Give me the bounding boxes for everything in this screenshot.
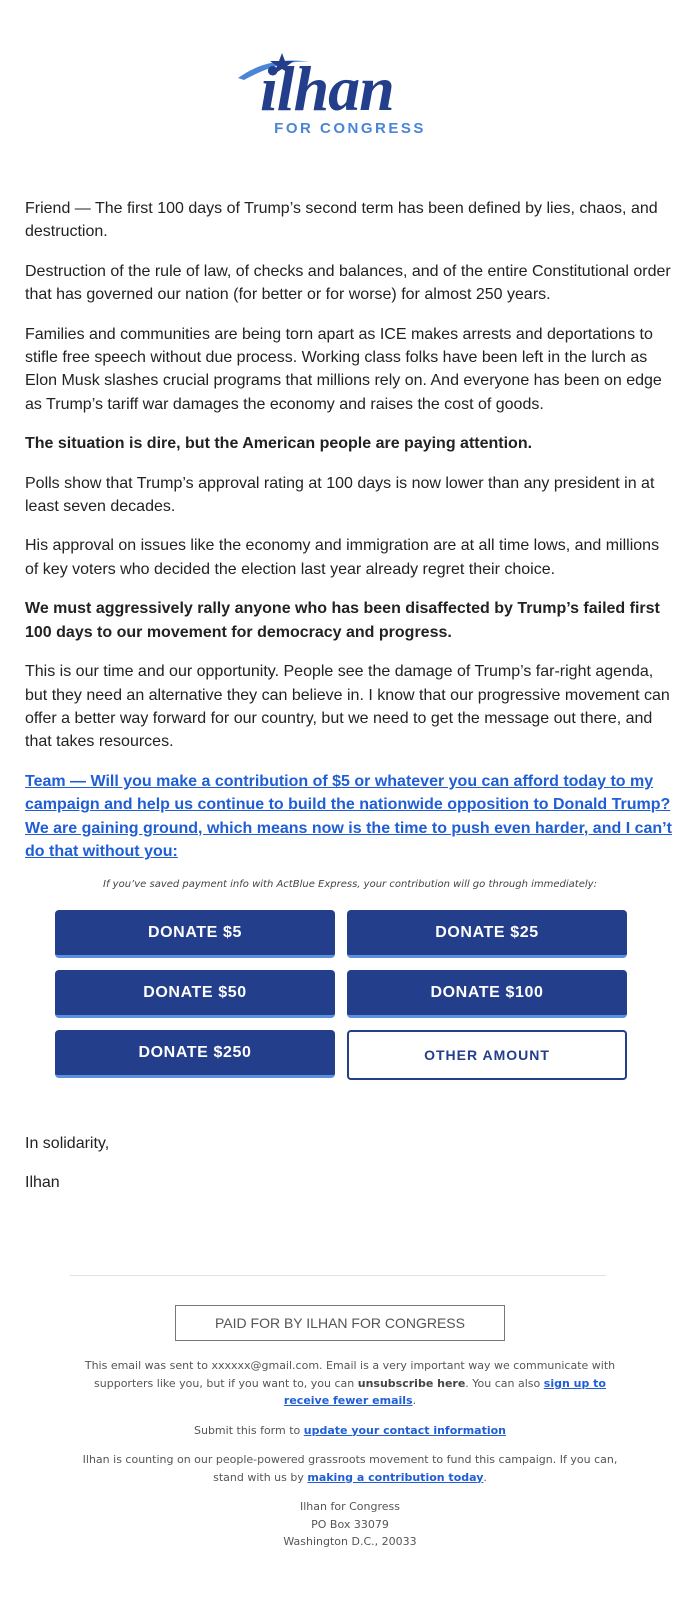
recipient-email: xxxxxx@gmail.com xyxy=(211,1359,320,1372)
shooting-star-icon xyxy=(230,40,470,140)
address-po-box: PO Box 33079 xyxy=(311,1517,389,1531)
make-contribution-link[interactable]: making a contribution today xyxy=(307,1470,484,1484)
fewer-emails-link[interactable]: sign up to receive fewer emails xyxy=(283,1376,606,1407)
closing-text: In solidarity, xyxy=(25,1135,110,1152)
paragraph-rule-of-law: Destruction of the rule of law, of checks and balances, and of the entire Constitutional order that has governed our nation (for better or for worse) for almost 250 years. xyxy=(25,262,671,304)
address-org: Ilhan for Congress xyxy=(300,1500,400,1513)
signature-name: Ilhan xyxy=(25,1174,60,1191)
subscription-notice: This email was sent to xxxxxx@gmail.com. Email is a very important way we communicate with supporters like you, but if you want to, you can unsubscribe here. You can also sign up to receive fewer emails. xyxy=(84,1359,616,1407)
address-city: Washington D.C., 20033 xyxy=(283,1535,417,1548)
unsubscribe-link[interactable]: unsubscribe here xyxy=(357,1376,466,1390)
donate-25-button[interactable]: DONATE $25 xyxy=(347,910,627,958)
paragraph-opportunity: This is our time and our opportunity. People see the damage of Trump’s far-right agenda, but they need an alternative they can believe in. I know that our progressive movement can offer a better way forward for our country, but we need to get the message out there, and that takes resources. xyxy=(25,663,670,751)
mailing-address xyxy=(70,1498,630,1551)
paid-for-disclaimer: PAID FOR BY ILHAN FOR CONGRESS xyxy=(175,1305,505,1341)
donate-5-button[interactable]: DONATE $5 xyxy=(55,910,335,958)
update-info-notice: Submit this form to update your contact information xyxy=(193,1423,506,1437)
update-contact-link[interactable]: update your contact information xyxy=(303,1423,506,1437)
paragraph-families: Families and communities are being torn apart as ICE makes arrests and deportations to stifle free speech without due process. Working class folks have been left in the lurch as Elon Musk slashes crucial programs that millions rely on. And everyone has been on edge as Trump’s tariff war damages the economy and raises the cost of goods. xyxy=(25,325,662,413)
donate-250-button[interactable]: DONATE $250 xyxy=(55,1030,335,1078)
paragraph-polls: Polls show that Trump’s approval rating at 100 days is now lower than any president in at least seven decades. xyxy=(25,474,655,516)
logo-wordmark: ilhan xyxy=(260,53,394,124)
grassroots-notice: Ilhan is counting on our people-powered grassroots movement to fund this campaign. If you can, stand with us by making a contribution today. xyxy=(82,1453,618,1484)
paragraph-rally: We must aggressively rally anyone who has been disaffected by Trump’s failed first 100 days to our movement for democracy and progress. xyxy=(25,600,660,641)
donate-50-button[interactable]: DONATE $50 xyxy=(55,970,335,1018)
actblue-note: If you’ve saved payment info with ActBlue Express, your contribution will go through immediately: xyxy=(103,879,597,891)
logo-tagline: FOR CONGRESS xyxy=(274,120,426,137)
donation-button-grid xyxy=(55,910,627,1080)
paragraph-intro: Friend — The first 100 days of Trump’s second term has been defined by lies, chaos, and destruction. xyxy=(25,200,658,241)
paragraph-approval: His approval on issues like the economy and immigration are at all time lows, and millions of key voters who decided the election last year already regret their choice. xyxy=(25,537,660,578)
paragraph-situation: The situation is dire, but the American people are paying attention. xyxy=(25,435,533,453)
other-amount-button[interactable]: OTHER AMOUNT xyxy=(347,1030,627,1080)
donate-100-button[interactable]: DONATE $100 xyxy=(347,970,627,1018)
campaign-logo[interactable] xyxy=(0,40,700,150)
email-body xyxy=(25,197,675,1080)
email-footer xyxy=(70,1357,630,1551)
footer-divider xyxy=(70,1275,606,1276)
contribution-link[interactable]: Team — Will you make a contribution of $5 or whatever you can afford today to my campaign and help us continue to build the nationwide opposition to Donald Trump? We are gaining ground, which means now is the time to push even harder, and I can’t do that without you: xyxy=(25,772,672,860)
